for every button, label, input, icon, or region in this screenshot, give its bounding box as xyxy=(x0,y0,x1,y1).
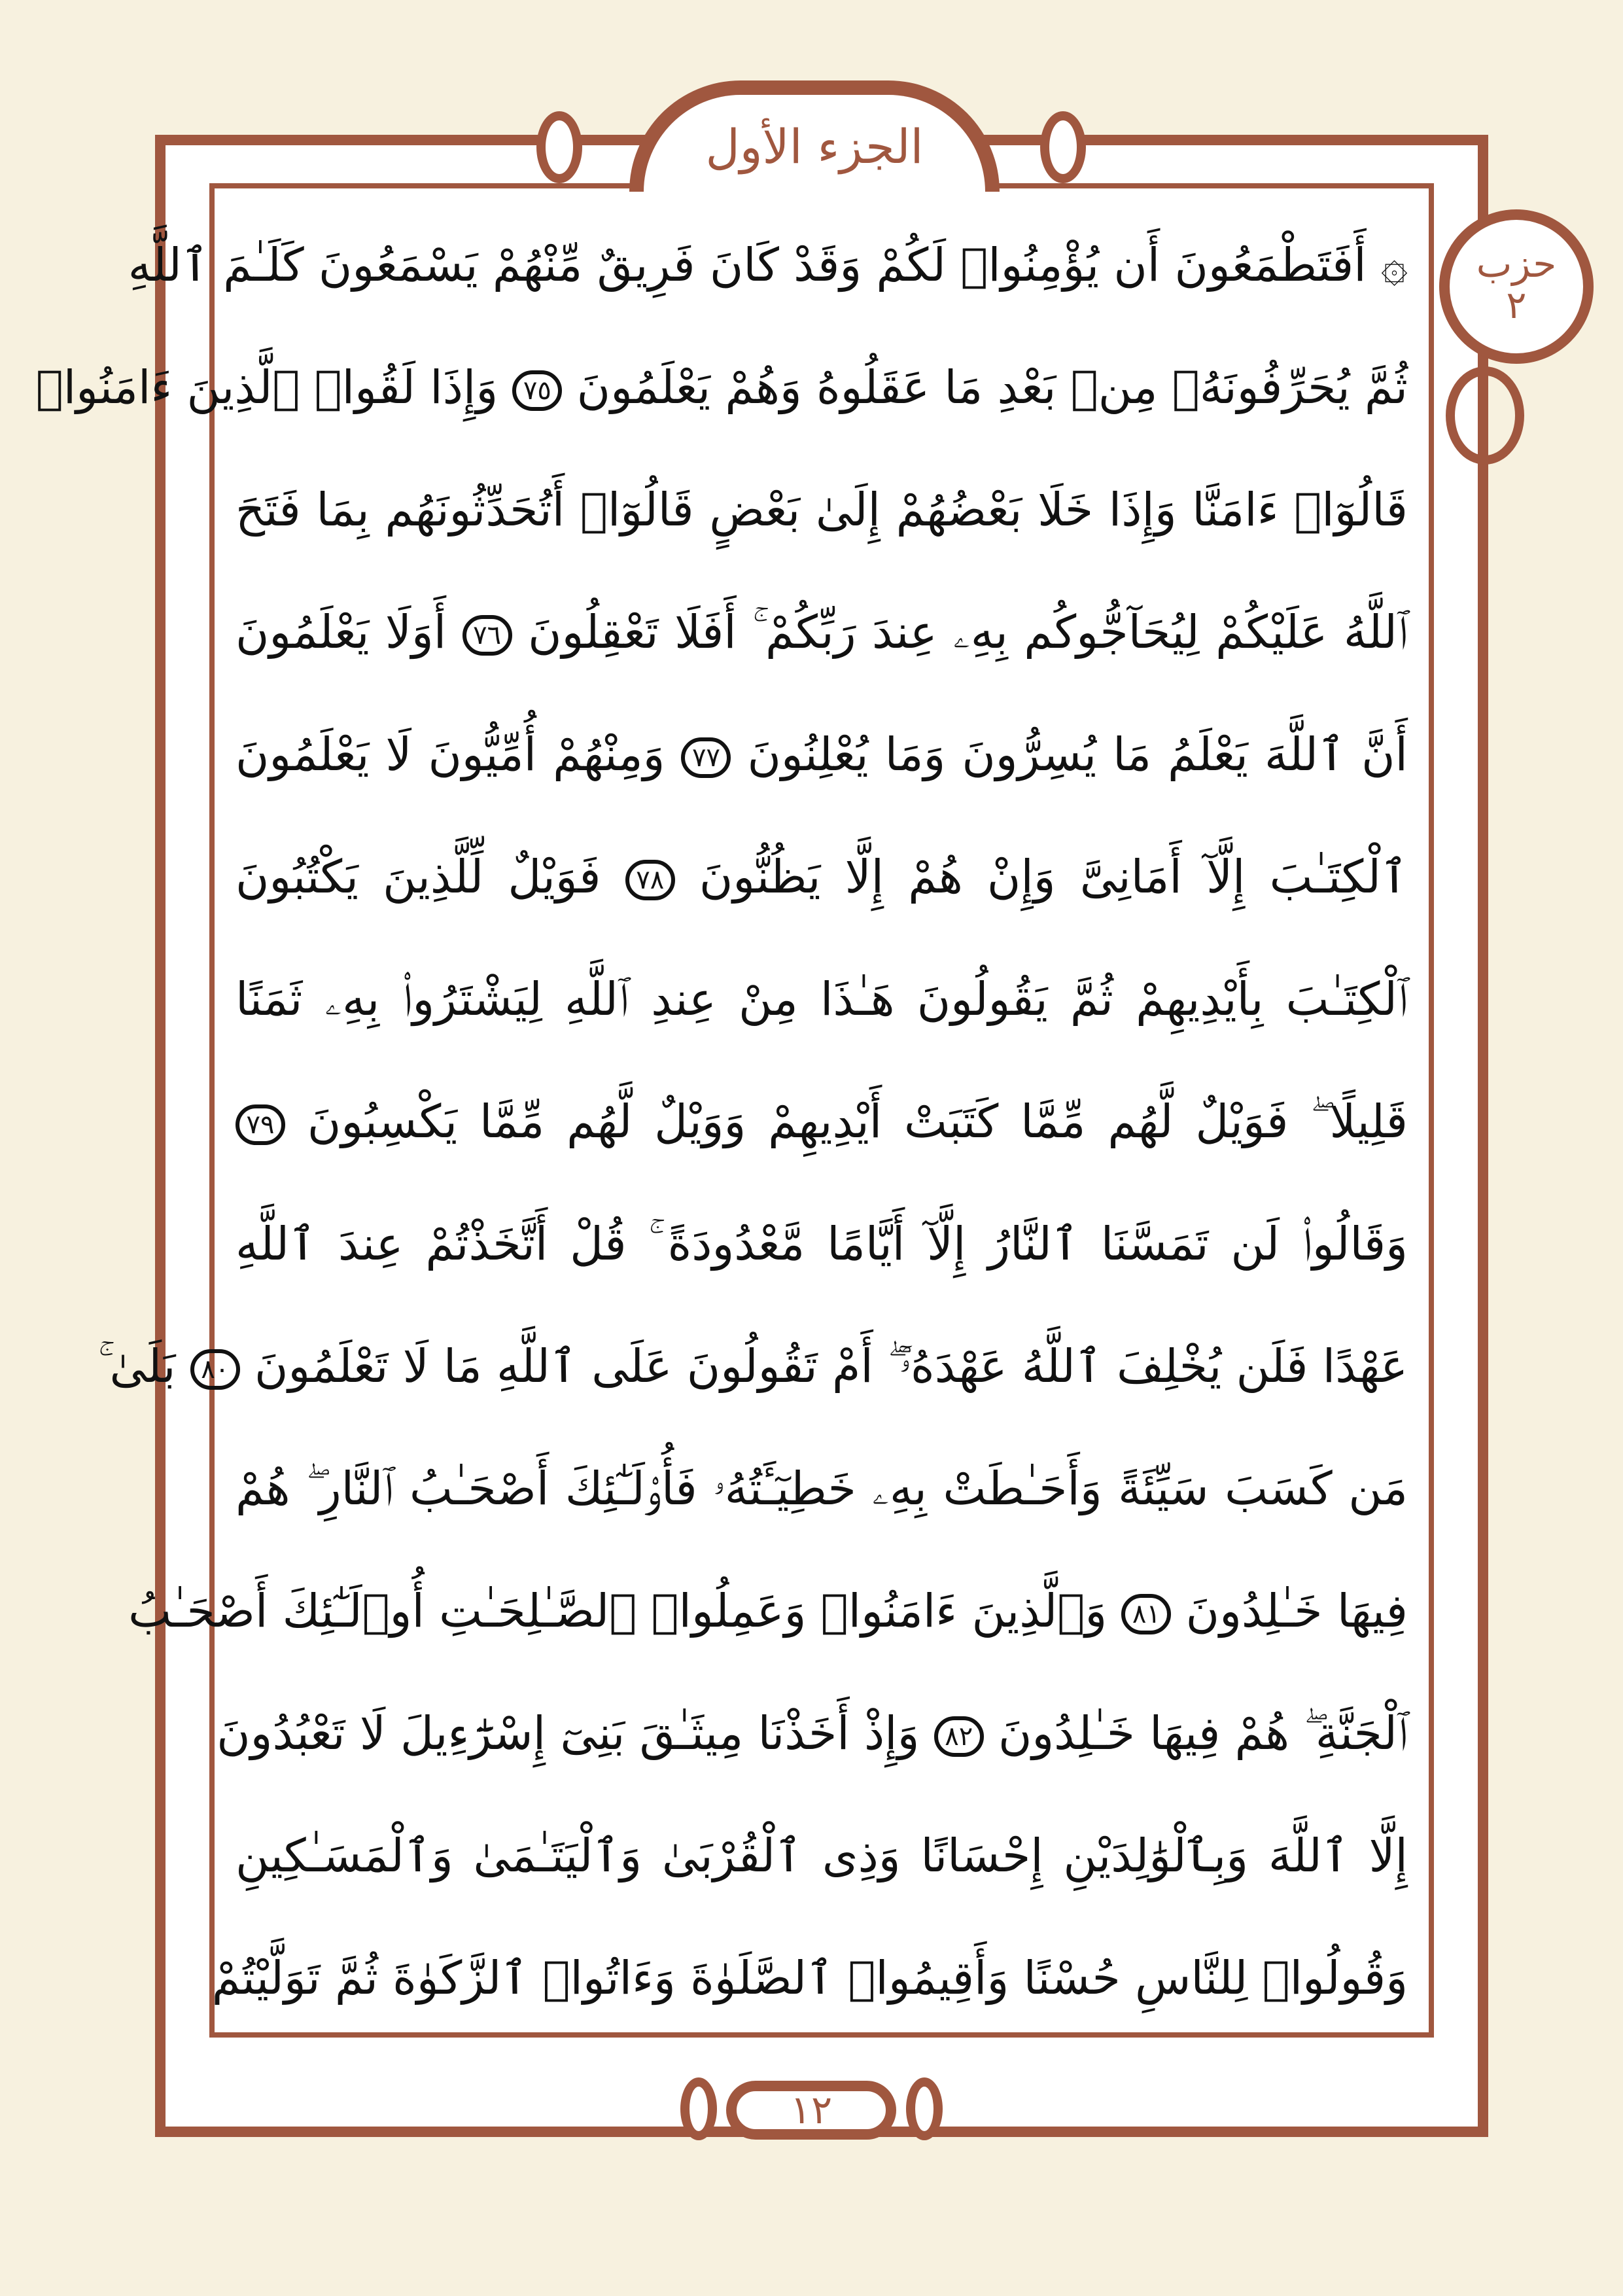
hizb-marker xyxy=(1439,209,1594,364)
text-line xyxy=(236,583,1408,705)
text-line xyxy=(236,1439,1408,1562)
hizb-label: حزب xyxy=(1476,241,1557,287)
text-line xyxy=(97,1317,1408,1439)
verse-text: فَوَيْلٌ لِّلَّذِينَ يَكْتُبُونَ xyxy=(236,850,601,904)
ornament-icon xyxy=(536,111,582,183)
text-line xyxy=(236,1072,1408,1195)
text-line xyxy=(128,216,1408,338)
ayah-number-marker: ٨١ xyxy=(1121,1594,1171,1634)
ayah-number-marker: ٧٦ xyxy=(462,615,512,656)
verse-text: ٱلْكِتَـٰبَ إِلَّآ أَمَانِىَّ وَإِنْ هُمْ إِلَّا يَظُنُّونَ xyxy=(699,850,1408,904)
text-line xyxy=(236,705,1408,828)
verse-text: وَقُولُوا۟ لِلنَّاسِ حُسْنًا وَأَقِيمُوا۟ ٱلصَّلَوٰةَ وَءَاتُوا۟ ٱلزَّكَوٰةَ ثُمَّ تَوَلَّيْتُمْ xyxy=(211,1951,1408,2005)
verse-text: وَمِنْهُمْ أُمِّيُّونَ لَا يَعْلَمُونَ xyxy=(236,728,665,781)
page-number: ١٢ xyxy=(790,2087,833,2133)
verse-text: أَوَلَا يَعْلَمُونَ xyxy=(236,605,447,659)
verse-text: قَالُوٓا۟ ءَامَنَّا وَإِذَا خَلَا بَعْضُهُمْ إِلَىٰ بَعْضٍ قَالُوٓا۟ أَتُحَدِّثُونَهُم بِمَا فَتَحَ xyxy=(236,483,1408,537)
ornament-icon xyxy=(1446,366,1524,465)
verse-text: ٱلْكِتَـٰبَ بِأَيْدِيهِمْ ثُمَّ يَقُولُونَ هَـٰذَا مِنْ عِندِ ٱللَّهِ لِيَشْتَرُوا۟ بِهِۦ ثَمَنًا xyxy=(236,972,1408,1026)
page-number-box xyxy=(726,2081,896,2140)
verse-text: ثُمَّ يُحَرِّفُونَهُۥ مِنۢ بَعْدِ مَا عَقَلُوهُ وَهُمْ يَعْلَمُونَ xyxy=(576,361,1408,414)
verse-text: وَإِذَا لَقُوا۟ ٱلَّذِينَ ءَامَنُوا۟ xyxy=(35,361,498,414)
ayah-number-marker: ٨٠ xyxy=(190,1349,240,1390)
verse-text: وَإِذْ أَخَذْنَا مِيثَـٰقَ بَنِىٓ إِسْرَٰٓءِيلَ لَا تَعْبُدُونَ xyxy=(217,1706,920,1760)
verse-text: فِيهَا خَـٰلِدُونَ xyxy=(1185,1584,1408,1638)
ayah-number-marker: ٧٥ xyxy=(512,370,562,411)
verse-text: ۞ أَفَتَطْمَعُونَ أَن يُؤْمِنُوا۟ لَكُمْ وَقَدْ كَانَ فَرِيقٌ مِّنْهُمْ يَسْمَعُونَ كَلَـٰمَ ٱللَّهِ xyxy=(128,238,1408,292)
ayah-number-marker: ٨٢ xyxy=(934,1716,984,1757)
juz-title: الجزء الأول xyxy=(705,119,924,174)
verse-text: بَلَىٰ ۚ xyxy=(97,1339,176,1393)
text-line xyxy=(35,338,1408,461)
ayah-number-marker: ٧٩ xyxy=(236,1104,285,1145)
ayah-number-marker: ٧٨ xyxy=(625,860,675,900)
juz-header xyxy=(629,80,1000,192)
ornament-icon xyxy=(906,2077,943,2140)
text-line xyxy=(236,1195,1408,1317)
hizb-number: ٢ xyxy=(1506,283,1527,328)
verse-text: ٱلْجَنَّةِ ۖ هُمْ فِيهَا خَـٰلِدُونَ xyxy=(998,1706,1408,1760)
verse-text: قَلِيلًا ۖ فَوَيْلٌ لَّهُم مِّمَّا كَتَبَتْ أَيْدِيهِمْ وَوَيْلٌ لَّهُم مِّمَّا يَكْسِبُونَ xyxy=(307,1095,1408,1148)
text-line xyxy=(236,1807,1408,1929)
text-line xyxy=(236,828,1408,950)
text-line xyxy=(217,1684,1408,1807)
ornament-icon xyxy=(1040,111,1086,183)
verse-text: عَهْدًا فَلَن يُخْلِفَ ٱللَّهُ عَهْدَهُۥٓ ۖ أَمْ تَقُولُونَ عَلَى ٱللَّهِ مَا لَا تَعْلَمُونَ xyxy=(254,1339,1408,1393)
verse-text: وَقَالُوا۟ لَن تَمَسَّنَا ٱلنَّارُ إِلَّآ أَيَّامًا مَّعْدُودَةً ۚ قُلْ أَتَّخَذْتُمْ عِندَ ٱللَّهِ xyxy=(236,1217,1408,1271)
ayah-number-marker: ٧٧ xyxy=(681,737,731,778)
verse-text: أَنَّ ٱللَّهَ يَعْلَمُ مَا يُسِرُّونَ وَمَا يُعْلِنُونَ xyxy=(747,728,1408,781)
ornament-icon xyxy=(680,2077,717,2140)
verse-text: مَن كَسَبَ سَيِّئَةً وَأَحَـٰطَتْ بِهِۦ خَطِيٓـَٔتُهُۥ فَأُو۟لَـٰٓئِكَ أَصْحَـٰبُ ٱلنَّارِ ۖ هُمْ xyxy=(236,1462,1408,1515)
text-line xyxy=(128,1562,1408,1684)
verse-text: إِلَّا ٱللَّهَ وَبِٱلْوَٰلِدَيْنِ إِحْسَانًا وَذِى ٱلْقُرْبَىٰ وَٱلْيَتَـٰمَىٰ وَٱلْمَسَـٰكِينِ xyxy=(236,1829,1408,1882)
verse-text: ٱللَّهُ عَلَيْكُمْ لِيُحَآجُّوكُم بِهِۦ عِندَ رَبِّكُمْ ۚ أَفَلَا تَعْقِلُونَ xyxy=(528,605,1408,659)
verse-text: وَٱلَّذِينَ ءَامَنُوا۟ وَعَمِلُوا۟ ٱلصَّـٰلِحَـٰتِ أُو۟لَـٰٓئِكَ أَصْحَـٰبُ xyxy=(128,1584,1108,1638)
text-line xyxy=(236,950,1408,1072)
text-line xyxy=(236,461,1408,583)
text-line xyxy=(211,1929,1408,2051)
quran-text xyxy=(35,216,1408,2051)
